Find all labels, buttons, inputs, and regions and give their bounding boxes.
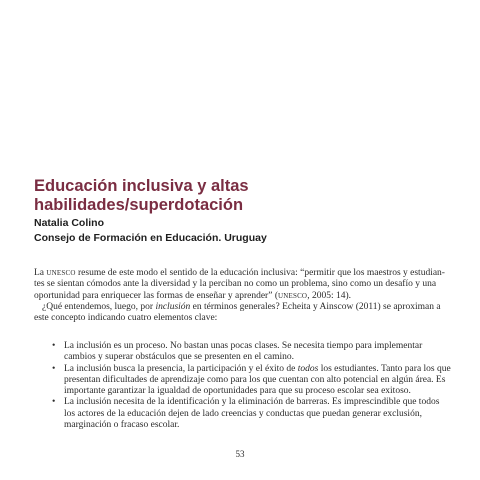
- page-number: 53: [235, 449, 245, 459]
- paragraph-1: [34, 268, 446, 302]
- paragraph-2: [34, 302, 446, 325]
- paragraph-2-line-1: [34, 302, 446, 313]
- list-item-line: presentan dificultades de aprendizaje como para los que cuentan con alto potencial en algún área. Es: [64, 374, 446, 385]
- text-run: en términos generales? Echeita y Ainscow (2011) se aproximan a: [190, 302, 441, 312]
- list-item-line: importante garantizar la igualdad de oportunidades para que su proceso escolar sea exitoso.: [64, 386, 411, 397]
- bullet-icon: •: [52, 341, 56, 351]
- text-run: resume de este modo el sentido de la educación inclusiva: “permitir que los maestros y estudian-: [75, 268, 445, 278]
- text-run: , 2005: 14).: [307, 290, 352, 301]
- bullet-icon: •: [52, 397, 56, 408]
- chapter-title-line-1: Educación inclusiva y altas: [34, 177, 249, 195]
- list-item-line: cambios y superar obstáculos que se presenten en el camino.: [64, 352, 295, 363]
- text-run: La inclusión busca la presencia, la participación y el éxito de: [64, 363, 298, 374]
- unesco-acronym: unesco: [46, 268, 76, 278]
- list-item-line: La inclusión necesita de la identificación y la eliminación de barreras. Es imprescindible que todos: [64, 397, 440, 408]
- unesco-acronym: unesco: [277, 290, 308, 301]
- chapter-title-line-2: habilidades/superdotación: [34, 196, 244, 214]
- paragraph-1-line-1: [34, 268, 446, 279]
- author-affiliation: Consejo de Formación en Educación. Uruguay: [34, 232, 267, 244]
- key-elements-list: [52, 341, 451, 431]
- list-item: [52, 341, 446, 364]
- paragraph-1-line-2: tes se sientan cómodos ante la diversidad y la perciban no como un problema, sino como un desafío y una: [34, 279, 437, 290]
- paragraph-1-line-3: [34, 291, 446, 302]
- text-run: ¿Qué entendemos, luego, por: [42, 302, 156, 312]
- list-item-line: La inclusión es un proceso. No bastan unas pocas clases. Se necesita tiempo para implementar: [64, 341, 423, 351]
- emphasis-todos: todos: [297, 363, 319, 374]
- list-item-line: los actores de la educación dejen de lado creencias y conductas que puedan generar exclusión,: [64, 408, 422, 419]
- text-run: los estudiantes. Tanto para los que: [318, 363, 451, 374]
- chapter-title: [34, 177, 454, 215]
- emphasis-inclusion: inclusión: [155, 302, 191, 312]
- list-item-line: [64, 363, 451, 375]
- list-item-line: marginación o fracaso escolar.: [64, 420, 180, 431]
- paragraph-2-line-2: este concepto indicando cuatro elementos clave:: [34, 313, 218, 324]
- text-run: La: [34, 268, 47, 278]
- text-run: oportunidad para enriquecer las formas de enseñar y aprender” (: [34, 290, 278, 301]
- list-item: [52, 397, 446, 431]
- bullet-icon: •: [52, 363, 56, 374]
- author-name: Natalia Colino: [34, 217, 105, 229]
- list-item: [52, 363, 451, 398]
